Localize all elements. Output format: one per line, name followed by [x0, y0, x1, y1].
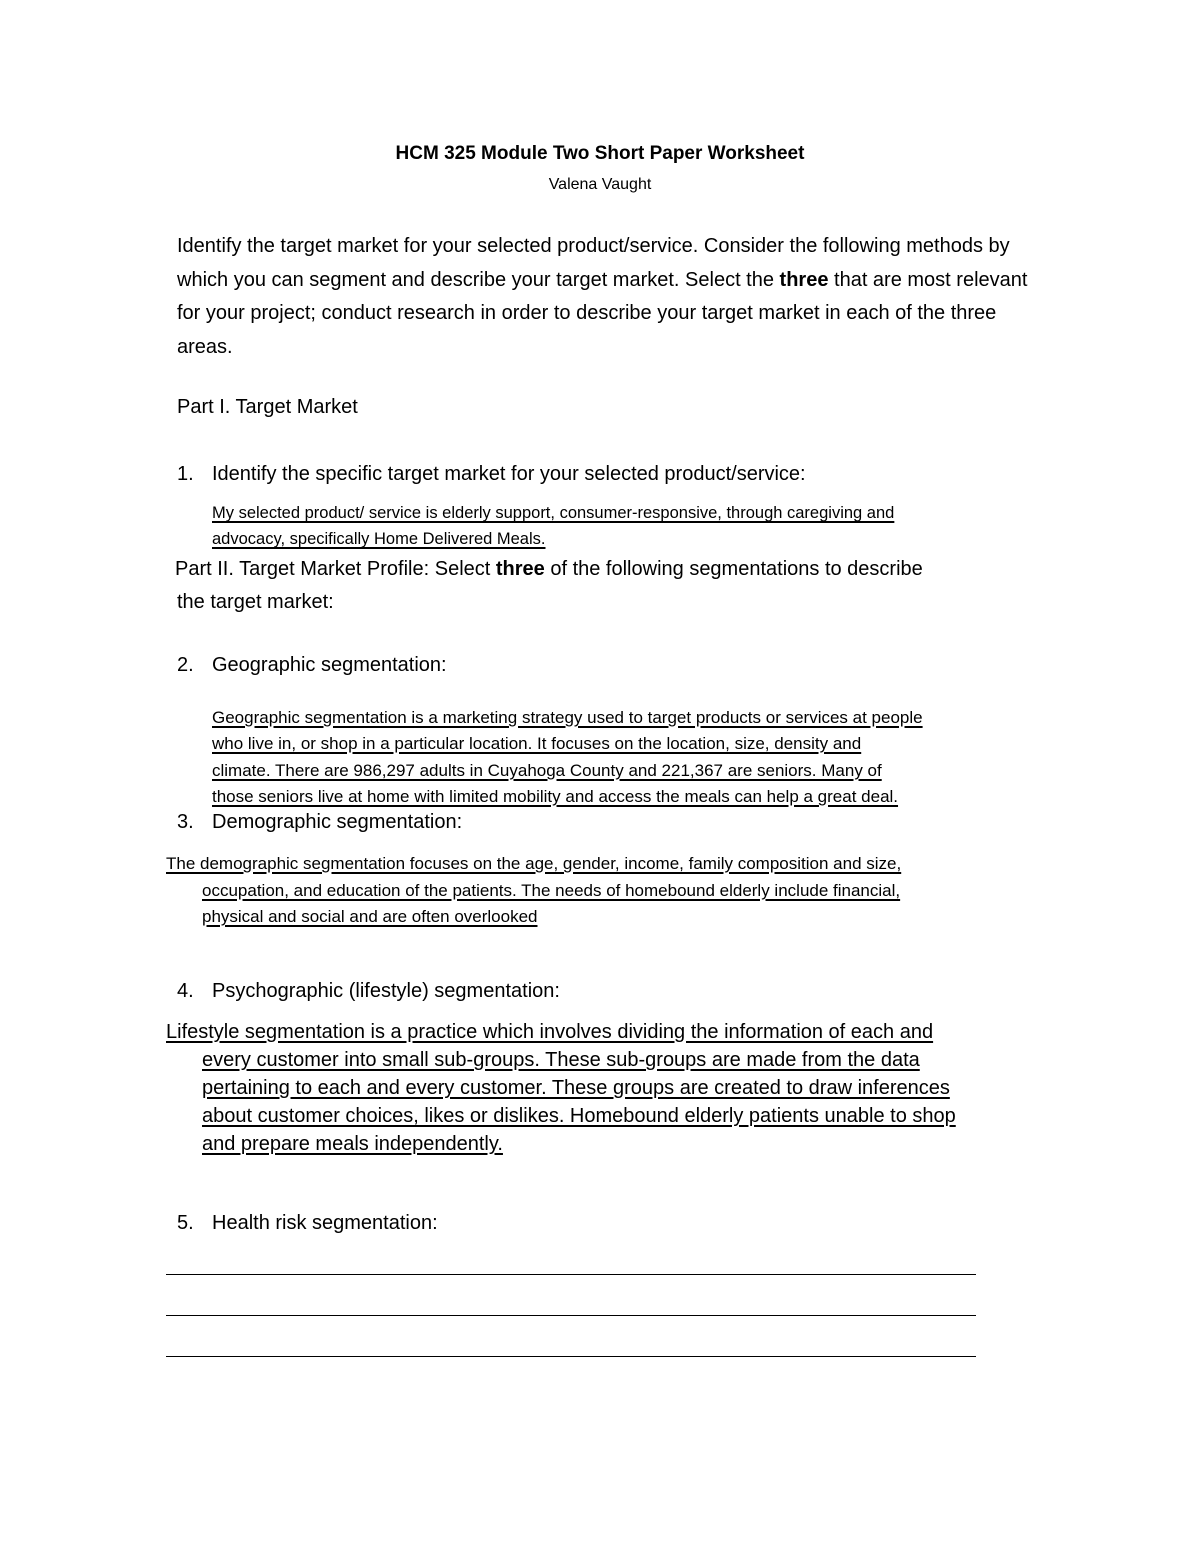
question-5-number: 5.: [177, 1212, 194, 1234]
question-3-label: Demographic segmentation:: [212, 811, 463, 833]
question-1: [177, 463, 806, 486]
answer-2-line-1: Geographic segmentation is a marketing strategy used to target products or services at people: [212, 708, 923, 727]
answer-4-line-1: Lifestyle segmentation is a practice which involves dividing the information of each and: [166, 1021, 934, 1043]
answer-2-line-4: those seniors live at home with limited mobility and access the meals can help a great deal.: [212, 787, 899, 806]
question-3: [177, 811, 462, 834]
author-name: Valena Vaught: [548, 176, 652, 193]
question-1-number: 1.: [177, 463, 194, 485]
answer-3-line-2: occupation, and education of the patients. The needs of homebound elderly include financial,: [202, 881, 901, 900]
answer-3-line-1: The demographic segmentation focuses on the age, gender, income, family composition and size,: [166, 854, 902, 873]
answer-4-line-3: pertaining to each and every customer. These groups are created to draw inferences: [202, 1077, 950, 1099]
answer-5-blank-line-3: [166, 1356, 976, 1357]
question-2-label: Geographic segmentation:: [212, 654, 447, 676]
part2-heading-line-2: the target market:: [177, 591, 334, 613]
part2-heading-line-1: [175, 558, 923, 581]
answer-3-line-3: physical and social and are often overlooked: [202, 907, 538, 926]
intro-bold-three: three: [779, 268, 829, 291]
intro-paragraph: [177, 230, 1037, 364]
question-4: [177, 980, 560, 1003]
answer-1-line-2: advocacy, specifically Home Delivered Meals.: [212, 530, 546, 548]
intro-text-2: that are most relevant for your project; conduct research in order to describe your target market in each of the three areas.: [177, 268, 1028, 358]
question-3-number: 3.: [177, 811, 194, 833]
part2-text-1: Part II. Target Market Profile: Select: [175, 558, 496, 580]
question-2-number: 2.: [177, 654, 194, 676]
answer-4-line-4: about customer choices, likes or dislikes. Homebound elderly patients unable to shop: [202, 1105, 956, 1127]
answer-2-line-2: who live in, or shop in a particular location. It focuses on the location, size, density and: [212, 734, 862, 753]
answer-2-line-3: climate. There are 986,297 adults in Cuyahoga County and 221,367 are seniors. Many of: [212, 761, 882, 780]
answer-4-line-5: and prepare meals independently.: [202, 1133, 503, 1155]
answer-1-line-1: My selected product/ service is elderly support, consumer-responsive, through caregiving and: [212, 504, 895, 522]
document-title: HCM 325 Module Two Short Paper Worksheet: [395, 143, 805, 164]
question-4-number: 4.: [177, 980, 194, 1002]
question-4-label: Psychographic (lifestyle) segmentation:: [212, 980, 560, 1002]
answer-4-line-2: every customer into small sub-groups. These sub-groups are made from the data: [202, 1049, 920, 1071]
part1-heading: Part I. Target Market: [177, 396, 358, 418]
part2-text-2: of the following segmentations to describe: [544, 558, 923, 580]
question-5: [177, 1212, 438, 1235]
intro-text-1: Identify the target market for your selected product/service. Consider the following methods by which you can segment and describe your target market. Select the: [177, 235, 1010, 291]
answer-5-blank-line-1: [166, 1274, 976, 1275]
question-5-label: Health risk segmentation:: [212, 1212, 438, 1234]
question-1-label: Identify the specific target market for your selected product/service:: [212, 463, 806, 485]
question-2: [177, 654, 447, 677]
answer-5-blank-line-2: [166, 1315, 976, 1316]
part2-bold-three: three: [495, 558, 545, 580]
